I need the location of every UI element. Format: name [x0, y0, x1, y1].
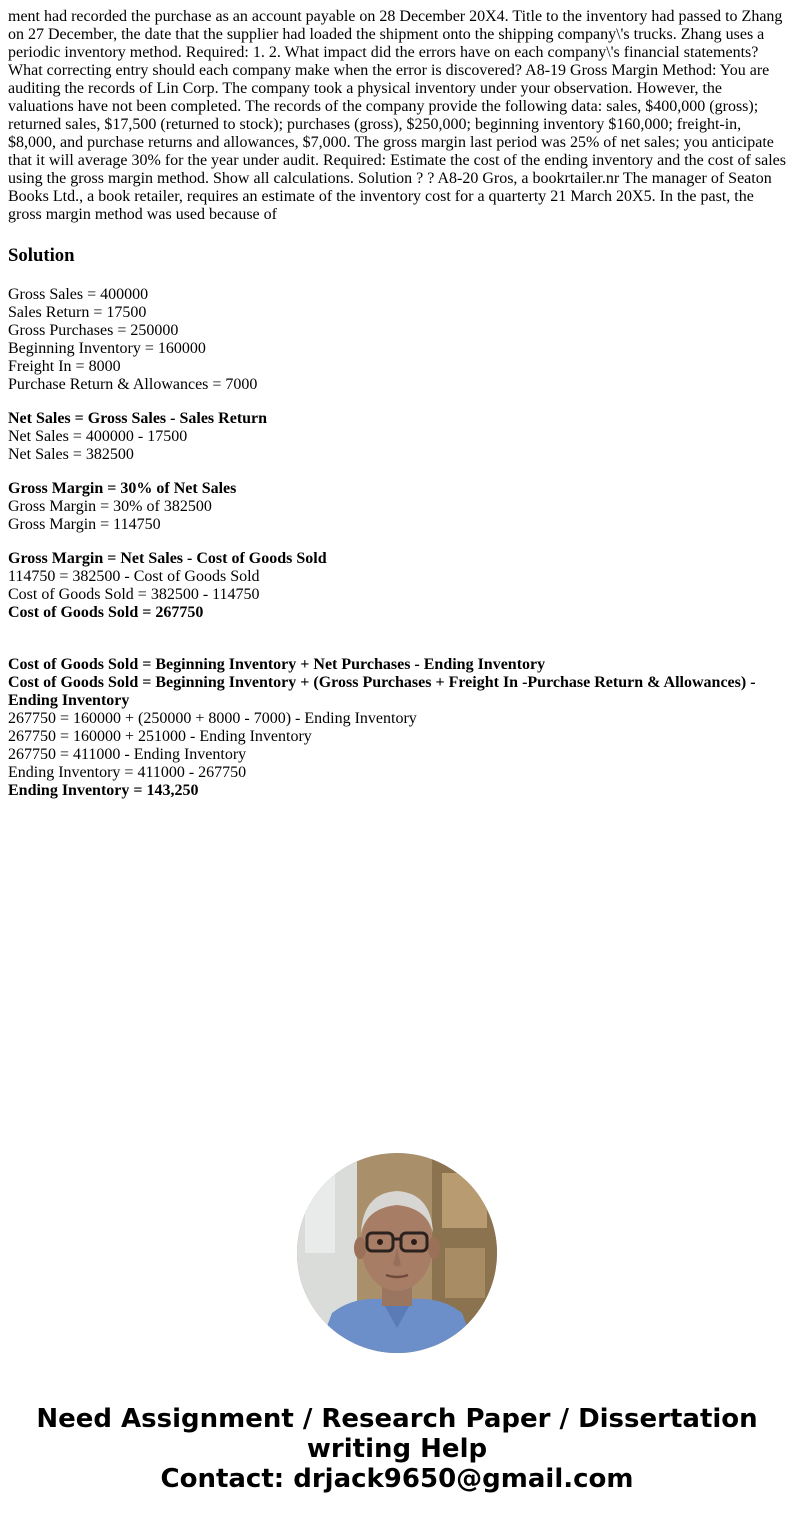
formula-heading-line: Gross Margin = Net Sales - Cost of Goods Sold [8, 550, 327, 567]
calculation-line: Gross Margin = 114750 [8, 516, 161, 533]
calculation-line: Gross Purchases = 250000 [8, 322, 179, 339]
solution-heading: Solution [8, 245, 75, 266]
calculation-line: 267750 = 160000 + (250000 + 8000 - 7000) - Ending Inventory [8, 710, 417, 727]
solution-step-block [8, 656, 786, 800]
formula-heading-line: Net Sales = Gross Sales - Sales Return [8, 410, 268, 427]
formula-heading-line: Cost of Goods Sold = Beginning Inventory + Net Purchases - Ending Inventory [8, 656, 546, 673]
author-avatar [297, 1153, 497, 1353]
calculation-line: Gross Sales = 400000 [8, 286, 149, 303]
solution-steps [8, 286, 786, 800]
formula-heading-line: Gross Margin = 30% of Net Sales [8, 480, 237, 497]
solution-step-block [8, 550, 786, 640]
calculation-line: 267750 = 411000 - Ending Inventory [8, 746, 247, 763]
promo-footer [0, 1404, 794, 1494]
calculation-line: Gross Margin = 30% of 382500 [8, 498, 212, 515]
calculation-line: Beginning Inventory = 160000 [8, 340, 206, 357]
solution-step-block [8, 410, 786, 464]
calculation-line: Sales Return = 17500 [8, 304, 147, 321]
solution-step-block [8, 480, 786, 534]
formula-heading-line: Cost of Goods Sold = 267750 [8, 604, 204, 621]
formula-heading-line: Ending Inventory = 143,250 [8, 782, 199, 799]
calculation-line: Freight In = 8000 [8, 358, 121, 375]
calculation-line: Purchase Return & Allowances = 7000 [8, 376, 258, 393]
solution-step-block [8, 286, 786, 394]
author-photo [297, 1153, 497, 1353]
calculation-line: Net Sales = 382500 [8, 446, 134, 463]
calculation-line: 114750 = 382500 - Cost of Goods Sold [8, 568, 260, 585]
calculation-line [8, 622, 786, 640]
contact-line: Contact: drjack9650@gmail.com [160, 1464, 634, 1494]
calculation-line: 267750 = 160000 + 251000 - Ending Inventory [8, 728, 312, 745]
question-text: ment had recorded the purchase as an account payable on 28 December 20X4. Title to the inventory had passed to Zhang on 27 December, the date that the supplier had loaded the shipment onto the shipping company\'s trucks. Zhang uses a periodic inventory method. Required: 1. 2. What impact did the errors have on each company\'s financial statements? What correcting entry should each company make when the error is discovered? A8-19 Gross Margin Method: You are auditing the records of Lin Corp. The company took a physical inventory under your observation. However, the valuations have not been completed. The records of the company provide the following data: sales, $400,000 (gross); returned sales, $17,500 (returned to stock); purchases (gross), $250,000; beginning inventory $160,000; freight-in, $8,000, and purchase returns and allowances, $7,000. The gross margin last period was 25% of net sales; you anticipate that it will average 30% for the year under audit. Required: Estimate the cost of the ending inventory and the cost of sales using the gross margin method. Show all calculations. Solution ? ? A8-20 Gros, a bookrtailer.nr The manager of Seaton Books Ltd., a book retailer, requires an estimate of the inventory cost for a quarterty 21 March 20X5. In the past, the gross margin method was used because of [8, 8, 786, 223]
calculation-line: Cost of Goods Sold = 382500 - 114750 [8, 586, 260, 603]
promo-line-1: Need Assignment / Research Paper / Dissertation [36, 1404, 758, 1434]
promo-line-2: writing Help [306, 1434, 488, 1464]
calculation-line: Net Sales = 400000 - 17500 [8, 428, 188, 445]
calculation-line: Ending Inventory = 411000 - 267750 [8, 764, 247, 781]
formula-heading-line: Cost of Goods Sold = Beginning Inventory + (Gross Purchases + Freight In -Purchase Return & Allowances) - Ending Inventory [8, 674, 756, 709]
